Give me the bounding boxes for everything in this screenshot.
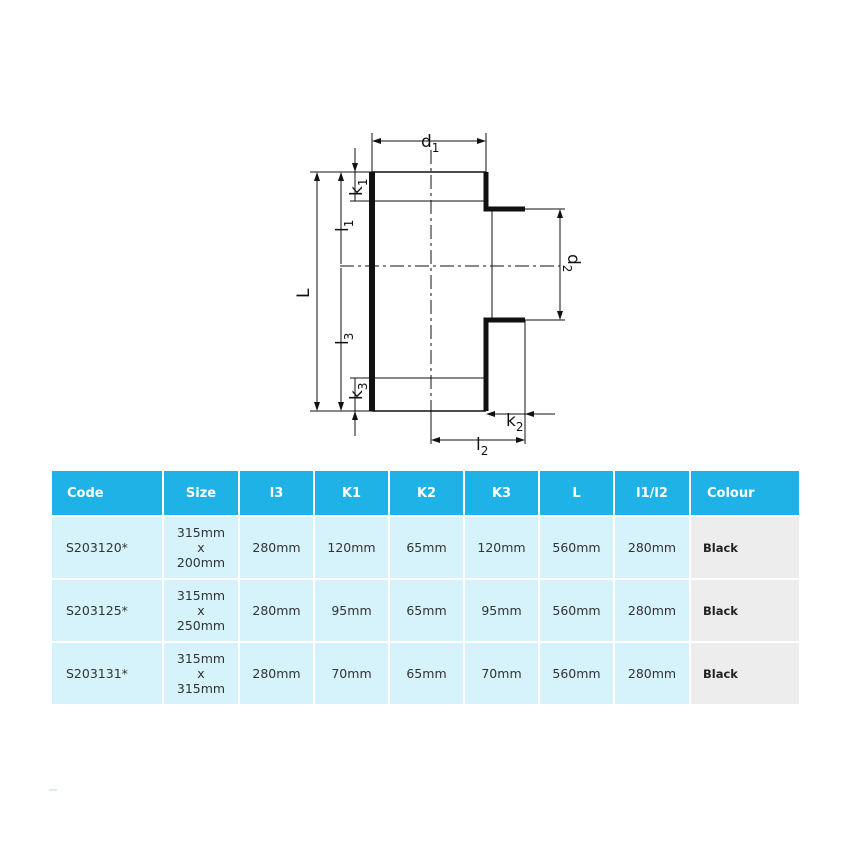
cell-l3: 280mm [240, 643, 315, 706]
k2-arrow-right [525, 411, 534, 417]
l3-arrow-bottom [338, 402, 344, 411]
cell-k2: 65mm [390, 580, 465, 643]
label-d1: $d_1$ [421, 132, 440, 155]
spec-table [52, 471, 799, 706]
d2-arrow-bottom [557, 311, 563, 320]
cell-code: S203120* [52, 517, 164, 580]
cell-k2: 65mm [390, 643, 465, 706]
cell-colour: Black [691, 580, 799, 643]
cell-colour: Black [691, 517, 799, 580]
size-branch: 315mm [176, 681, 226, 696]
size-outer: 315mm [176, 525, 226, 540]
cell-code: S203131* [52, 643, 164, 706]
size-outer: 315mm [176, 651, 226, 666]
header-size: Size [164, 471, 240, 517]
l2-arrow-left [431, 437, 440, 443]
header-l1l2: l1/l2 [615, 471, 691, 517]
cell-k3: 120mm [465, 517, 540, 580]
l1-arrow-top [338, 172, 344, 181]
header-k2: K2 [390, 471, 465, 517]
table-header-row [52, 471, 799, 517]
cell-k1: 95mm [315, 580, 390, 643]
decorative-mark [49, 789, 57, 791]
size-separator: x [197, 666, 205, 681]
label-l1: $l_1$ [333, 219, 356, 232]
cell-l1l2: 280mm [615, 517, 691, 580]
cell-L: 560mm [540, 517, 615, 580]
cell-code: S203125* [52, 580, 164, 643]
pipe-right-wall-lower [486, 320, 525, 411]
cell-l3: 280mm [240, 580, 315, 643]
cell-l1l2: 280mm [615, 643, 691, 706]
cell-size [164, 643, 240, 706]
cell-l1l2: 280mm [615, 580, 691, 643]
cell-k1: 70mm [315, 643, 390, 706]
table-row [52, 580, 799, 643]
d1-arrow-right [477, 138, 486, 144]
L-arrow-top [314, 172, 320, 181]
cell-k3: 95mm [465, 580, 540, 643]
k3-arrow [352, 411, 358, 420]
table-row [52, 517, 799, 580]
header-colour: Colour [691, 471, 799, 517]
size-outer: 315mm [176, 588, 226, 603]
cell-colour: Black [691, 643, 799, 706]
l2-arrow-right [516, 437, 525, 443]
header-k1: K1 [315, 471, 390, 517]
header-code: Code [52, 471, 164, 517]
label-l2: $l_2$ [476, 435, 489, 458]
label-L: L [294, 288, 314, 298]
label-k2: $k_2$ [506, 411, 524, 434]
cell-L: 560mm [540, 643, 615, 706]
cell-L: 560mm [540, 580, 615, 643]
cell-k1: 120mm [315, 517, 390, 580]
cell-l3: 280mm [240, 517, 315, 580]
header-L: L [540, 471, 615, 517]
label-d2: $d_2$ [560, 254, 583, 273]
header-l3: l3 [240, 471, 315, 517]
size-branch: 200mm [176, 555, 226, 570]
size-branch: 250mm [176, 618, 226, 633]
k2-arrow-left [486, 411, 495, 417]
d2-arrow-top [557, 209, 563, 218]
L-arrow-bottom [314, 402, 320, 411]
cell-size [164, 517, 240, 580]
size-separator: x [197, 540, 205, 555]
cell-k3: 70mm [465, 643, 540, 706]
cell-k2: 65mm [390, 517, 465, 580]
label-k3: $k_3$ [347, 382, 370, 400]
label-k1: $k_1$ [347, 178, 370, 196]
pipe-right-wall-upper [486, 172, 525, 209]
label-l3: $l_3$ [333, 332, 356, 345]
header-k3: K3 [465, 471, 540, 517]
d1-arrow-left [372, 138, 381, 144]
size-separator: x [197, 603, 205, 618]
table-row [52, 643, 799, 706]
k1-arrow [352, 163, 358, 172]
cell-size [164, 580, 240, 643]
